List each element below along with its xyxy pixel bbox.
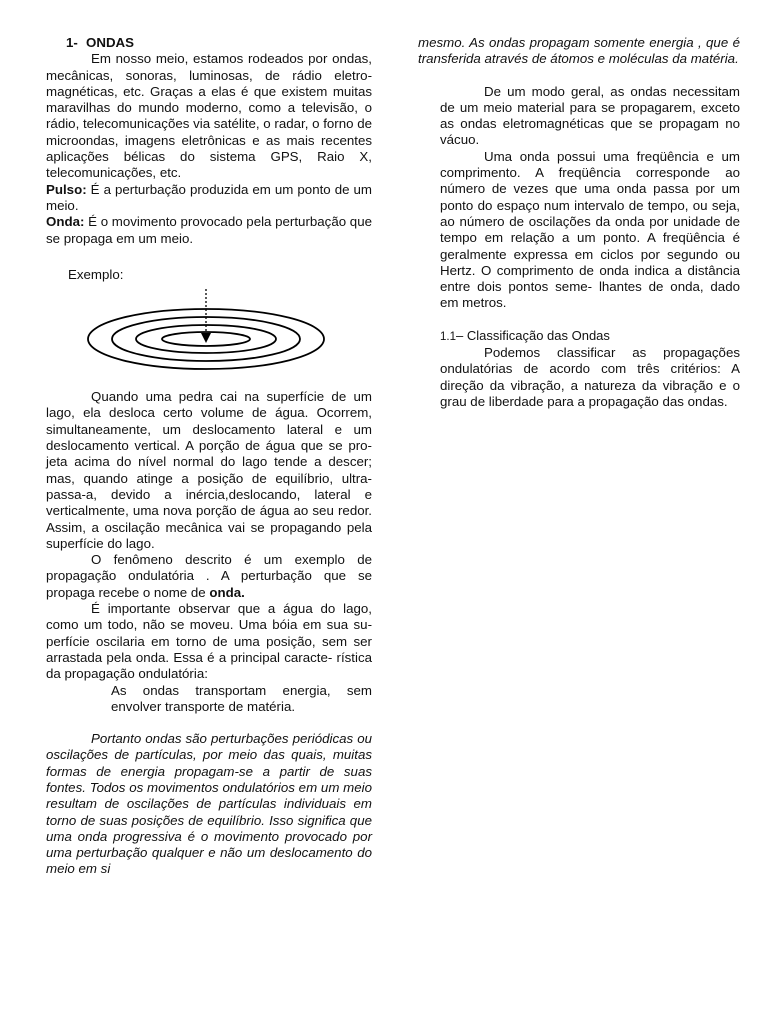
continuation-paragraph: mesmo. As ondas propagam somente energia , que é transferida através de átomos e moléculas da matéria.	[418, 35, 740, 67]
importante-paragraph: É importante observar que a água do lago, como um todo, não se moveu. Uma bóia em sua su- perfície oscilaria em torno de uma posição, sem ser arrastada pela onda. Essa é a principal caracte- rística da propagação ondulatória:	[46, 601, 372, 682]
onda-term: Onda:	[46, 214, 85, 230]
section-number: 1-	[66, 35, 78, 50]
portanto-paragraph: Portanto ondas são perturbações periódicas ou oscilações de partículas, por meio das quais, muitas formas de energia propagam-se a partir de suas fontes. Todos os movimentos ondulatórios em um meio resultam de oscilações de partículas individuais em torno de suas posições de equilíbrio. Isso significa que uma onda progressiva é o movimento provocado por uma perturbação qualquer e não um deslocamento do meio em si	[46, 731, 372, 877]
pulso-term: Pulso:	[46, 181, 87, 197]
right-column	[418, 35, 740, 410]
subsection-title: – Classificação das Ondas	[456, 327, 610, 343]
pedra-paragraph: Quando uma pedra cai na superfície de um lago, ela desloca certo volume de água. Ocorrem, simultaneamente, um deslocamento lateral e um deslocamento vertical. A porção de água que se pro- jeta acima do nível normal do lago tende a descer; mas, quando atinge a posição de equilíbrio, ultra- passa-a, devido a inércia,deslocando, lateral e verticalmente, uma nova porção de água ao seu redor. Assim, a oscilação mecânica vai se propagando pela superfície do lago.	[46, 389, 372, 551]
geral-paragraph: De um modo geral, as ondas necessitam de um meio material para se propagarem, exceto as ondas eletromagnéticas que se propagam no vácuo.	[440, 83, 740, 148]
pulso-definition: Pulso: É a perturbação produzida em um ponto de um meio.	[46, 181, 372, 213]
onda-definition: Onda: É o movimento provocado pela perturbação que se propaga em um meio.	[46, 214, 372, 246]
subsection-heading	[418, 328, 740, 345]
fenomeno-paragraph: O fenômeno descrito é um exemplo de propagação ondulatória . A perturbação que se propaga recebe o nome de onda.	[46, 552, 372, 600]
key-statement: As ondas transportam energia, sem envolver transporte de matéria.	[111, 682, 372, 714]
exemplo-label: Exemplo:	[68, 266, 124, 282]
ripple-figure	[46, 287, 372, 375]
section-heading	[46, 35, 372, 51]
left-column	[46, 35, 372, 878]
intro-paragraph: Em nosso meio, estamos rodeados por ondas, mecânicas, sonoras, luminosas, de rádio eletro- magnéticas, etc. Graças a elas é que existem muitas maravilhas do mundo moderno, como a televisão, o rádio, telecomunicações via satélite, o radar, o forno de microondas, imagens eletrônicas e as mais recentes aplicações bélicas do sistema GPS, Raio X, telecomunicações, etc.	[46, 51, 372, 181]
frequencia-paragraph: Uma onda possui uma freqüência e um comprimento. A freqüência corresponde ao número de vezes que uma onda passa por um ponto do espaço num intervalo de tempo, ou seja, ao número de oscilações da onda por unidade de tempo em relação a um ponto. A freqüência é geralmente expressa em ciclos por segundo ou Hertz. O comprimento de onda indica a distância entre dois pontos seme- lhantes de onda, dado em metros.	[440, 148, 740, 311]
concentric-ripples-illustration	[84, 287, 334, 375]
section-title: ONDAS	[86, 35, 135, 50]
subsection-number: 1.1	[440, 330, 456, 343]
classificar-paragraph: Podemos classificar as propagações ondulatórias de acordo com três critérios: A direção da vibração, a natureza da vibração e o grau de liberdade para a propagação das ondas.	[440, 345, 740, 409]
